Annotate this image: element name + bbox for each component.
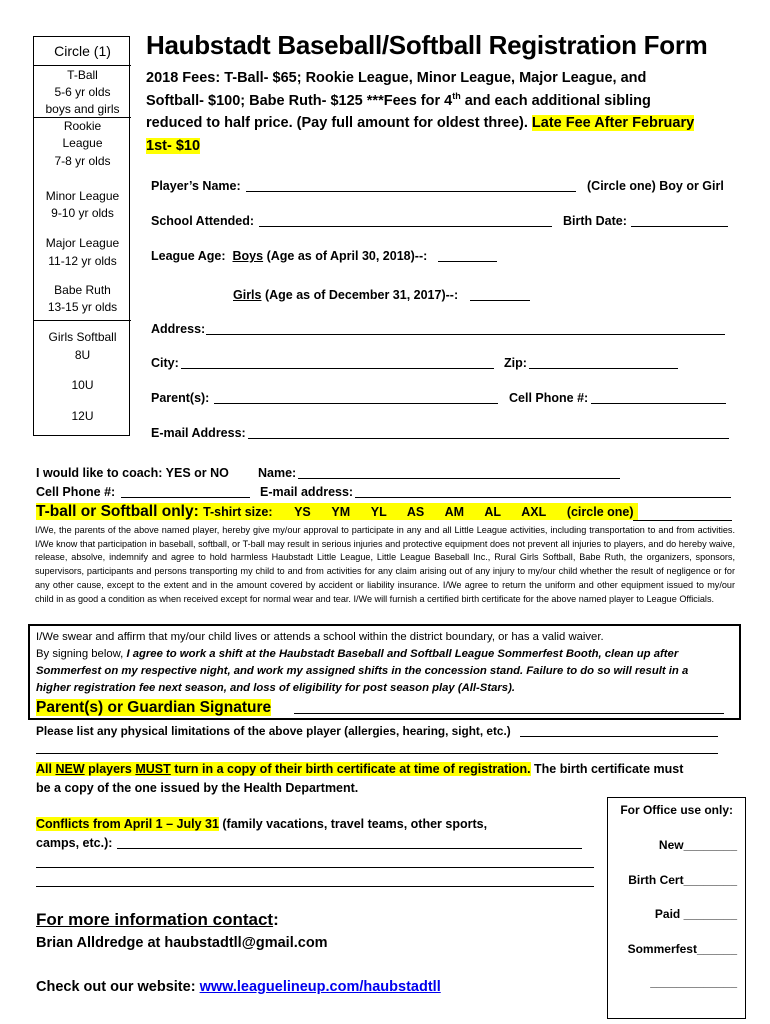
conflicts-highlight: Conflicts from April 1 – July 31 [36,817,219,831]
coach-email-label: E-mail address: [260,485,354,499]
birth-date-label: Birth Date: [563,214,627,228]
address-label: Address: [151,322,206,336]
coach-cell-label: Cell Phone #: [36,485,116,499]
office-use-box [607,797,746,1019]
limitations-field-2[interactable] [36,753,718,754]
cell-phone-field[interactable] [591,403,726,404]
affirm-line-2b: I agree to work a shift at the Haubstadt Baseball and Softball League Sommerfest Booth, clean up after [126,648,679,660]
conflicts-line-1: (family vacations, travel teams, other sports, [218,817,488,831]
birth-date-field[interactable] [631,226,728,227]
rookie-label[interactable]: Rookie [63,119,102,133]
birth-cert-highlight [36,762,531,776]
tball-age: 5-6 yr olds [54,85,111,99]
boys-label: Boys [232,249,264,263]
parents-label: Parent(s): [151,391,210,405]
affirm-line-2a: By signing below, [36,648,127,660]
coach-name-label: Name: [258,466,297,480]
signature-label: Parent(s) or Guardian Signature [36,699,272,716]
contact-heading-text: For more information contact [36,910,274,929]
coach-email-field[interactable] [355,497,731,498]
tshirt-size-label: T-shirt size: [203,505,273,519]
late-fee-amount: 1st- $10 [146,137,201,154]
major-age: 11-12 yr olds [48,254,117,268]
office-new[interactable]: New________ [658,838,737,852]
softball-8u[interactable]: 8U [74,348,91,362]
affirm-line-1: I/We swear and affirm that my/our child lives or attends a school within the district boundary, or has a valid waiver. [36,631,604,643]
fees-line-3 [146,112,746,135]
bc-rest: turn in a copy of their birth certificate at time of registration. [170,762,531,776]
affirm-line-4: higher registration fee next season, and loss of eligibility for post season play (All-Stars). [36,682,515,694]
website-label: Check out our website: [36,979,200,995]
rookie-age: 7-8 yr olds [54,154,111,168]
boys-age-field[interactable] [438,261,497,262]
office-sommerfest[interactable]: Sommerfest______ [627,942,737,956]
affirm-line-2 [36,646,736,664]
liability-waiver-text: I/We, the parents of the above named player, hereby give my/our approval to participate in any and all Little League activities, including transportation to and from activities. I/We know that participation in baseball, softball, or T-ball may result in serious injuries and protective equipment does not prevent all injuries to players, and do hereby waive, release, absolve, indemnify and agree to hold harmless Haubstadt Little League, Little League Baseball Inc., Rural Girls Softball, Babe Ruth, the organizers, sponsors, supervisors, participants and persons transporting my child to and from activities for any claim arising out of any injury to my/our child whether the result of negligence or for any other cause, except to the extent and in the amount covered by accident or liability insurance. I/We agree to return the uniform and other equipment issued to my/our child in as good a condition as when received except for normal wear and tear. I/We will furnish a certified birth certificate for the above named player to League Officials. [35,525,735,604]
bc-players: players [84,762,136,776]
late-fee-notice: Late Fee After February [531,115,695,131]
conflicts-line-2: camps, etc.): [36,836,113,850]
tshirt-row [36,503,638,521]
major-label[interactable]: Major League [45,236,120,250]
conflicts-field-2[interactable] [36,867,594,868]
school-field[interactable] [259,226,552,227]
website-row [36,979,441,995]
league-age-label [151,249,427,263]
limitations-field[interactable] [520,736,718,737]
fees-line-3a: reduced to half price. (Pay full amount for oldest three). [146,115,532,131]
minor-age: 9-10 yr olds [51,206,114,220]
tball-label[interactable]: T-Ball [67,68,98,82]
office-paid[interactable]: Paid ________ [654,907,737,921]
conflicts-label [36,817,487,831]
girls-rule: (Age as of December 31, 2017)--: [264,288,459,302]
cell-phone-label: Cell Phone #: [509,391,589,405]
limitations-label: Please list any physical limitations of the above player (allergies, hearing, sight, etc.) [36,724,511,738]
tshirt-highlight [36,503,638,520]
division-header: Circle (1) [54,43,111,59]
contact-heading-colon: : [273,910,279,929]
contact-heading [36,910,279,930]
contact-person: Brian Alldredge at haubstadtll@gmail.com [36,935,328,951]
fees-line-4 [146,135,746,158]
softball-10u[interactable]: 10U [71,378,94,392]
birth-cert-line-2: be a copy of the one issued by the Health Department. [36,781,359,795]
email-field[interactable] [248,438,729,439]
form-title: Haubstadt Baseball/Softball Registration Form [146,30,708,60]
affirm-line-3: Sommerfest on my respective night, and work my assigned shifts in the concession stand. Failure to do so will result in a [36,665,689,677]
girls-label: Girls [233,288,262,302]
boys-rule: (Age as of April 30, 2018)--: [266,249,428,263]
coach-cell-field[interactable] [121,497,250,498]
divider [34,65,131,66]
softball-label[interactable]: Girls Softball [48,330,117,344]
conflicts-field-1[interactable] [117,848,582,849]
softball-12u[interactable]: 12U [71,409,94,423]
rookie-label-2: League [62,136,103,150]
coach-question[interactable]: I would like to coach: YES or NO [36,466,229,480]
city-label: City: [151,356,179,370]
tshirt-label: T-ball or Softball only: [36,503,199,520]
conflicts-field-3[interactable] [36,886,594,887]
bc-trailing: The birth certificate must [530,762,684,776]
zip-label: Zip: [504,356,527,370]
zip-field[interactable] [529,368,678,369]
gender-label[interactable]: (Circle one) Boy or Girl [587,179,724,193]
player-name-field[interactable] [246,191,576,192]
address-field[interactable] [206,334,725,335]
tshirt-underline [633,520,732,521]
birth-cert-notice [36,762,683,776]
minor-label[interactable]: Minor League [45,189,120,203]
office-birth-cert[interactable]: Birth Cert________ [628,873,737,887]
email-label: E-mail Address: [151,426,246,440]
signature-field[interactable] [294,713,724,714]
baberuth-age: 13-15 yr olds [47,300,118,314]
office-title: For Office use only: [620,803,733,817]
girls-age-label [233,288,458,302]
fees-line-2 [146,90,746,113]
affirmation-box [28,624,741,720]
league-age-text: League Age: [151,249,226,263]
baberuth-label[interactable]: Babe Ruth [54,283,111,297]
fees-line-1: 2018 Fees: T-Ball- $65; Rookie League, Minor League, Major League, and [146,70,647,86]
fees-paragraph [146,67,746,157]
parents-field[interactable] [214,403,498,404]
city-field[interactable] [181,368,494,369]
fees-line-2a: Softball- $100; Babe Ruth- $125 ***Fees for 4 [146,92,453,109]
website-link[interactable]: www.leaguelineup.com/haubstadtll [199,979,441,995]
bc-must: MUST [135,762,171,776]
bc-all: All [36,762,56,776]
player-name-label: Player’s Name: [151,179,241,193]
fees-superscript: th [452,90,461,101]
division-selection-box [33,36,130,436]
school-label: School Attended: [151,214,255,228]
tshirt-size-options[interactable]: YS YM YL AS AM AL AXL (circle one) [294,505,634,519]
bc-new: NEW [55,762,85,776]
fees-line-2b: and each additional sibling [460,92,651,109]
office-blank[interactable]: _____________ [650,975,737,989]
tball-note: boys and girls [45,102,120,116]
girls-age-field[interactable] [470,300,530,301]
divider [34,320,131,321]
coach-name-field[interactable] [298,478,620,479]
